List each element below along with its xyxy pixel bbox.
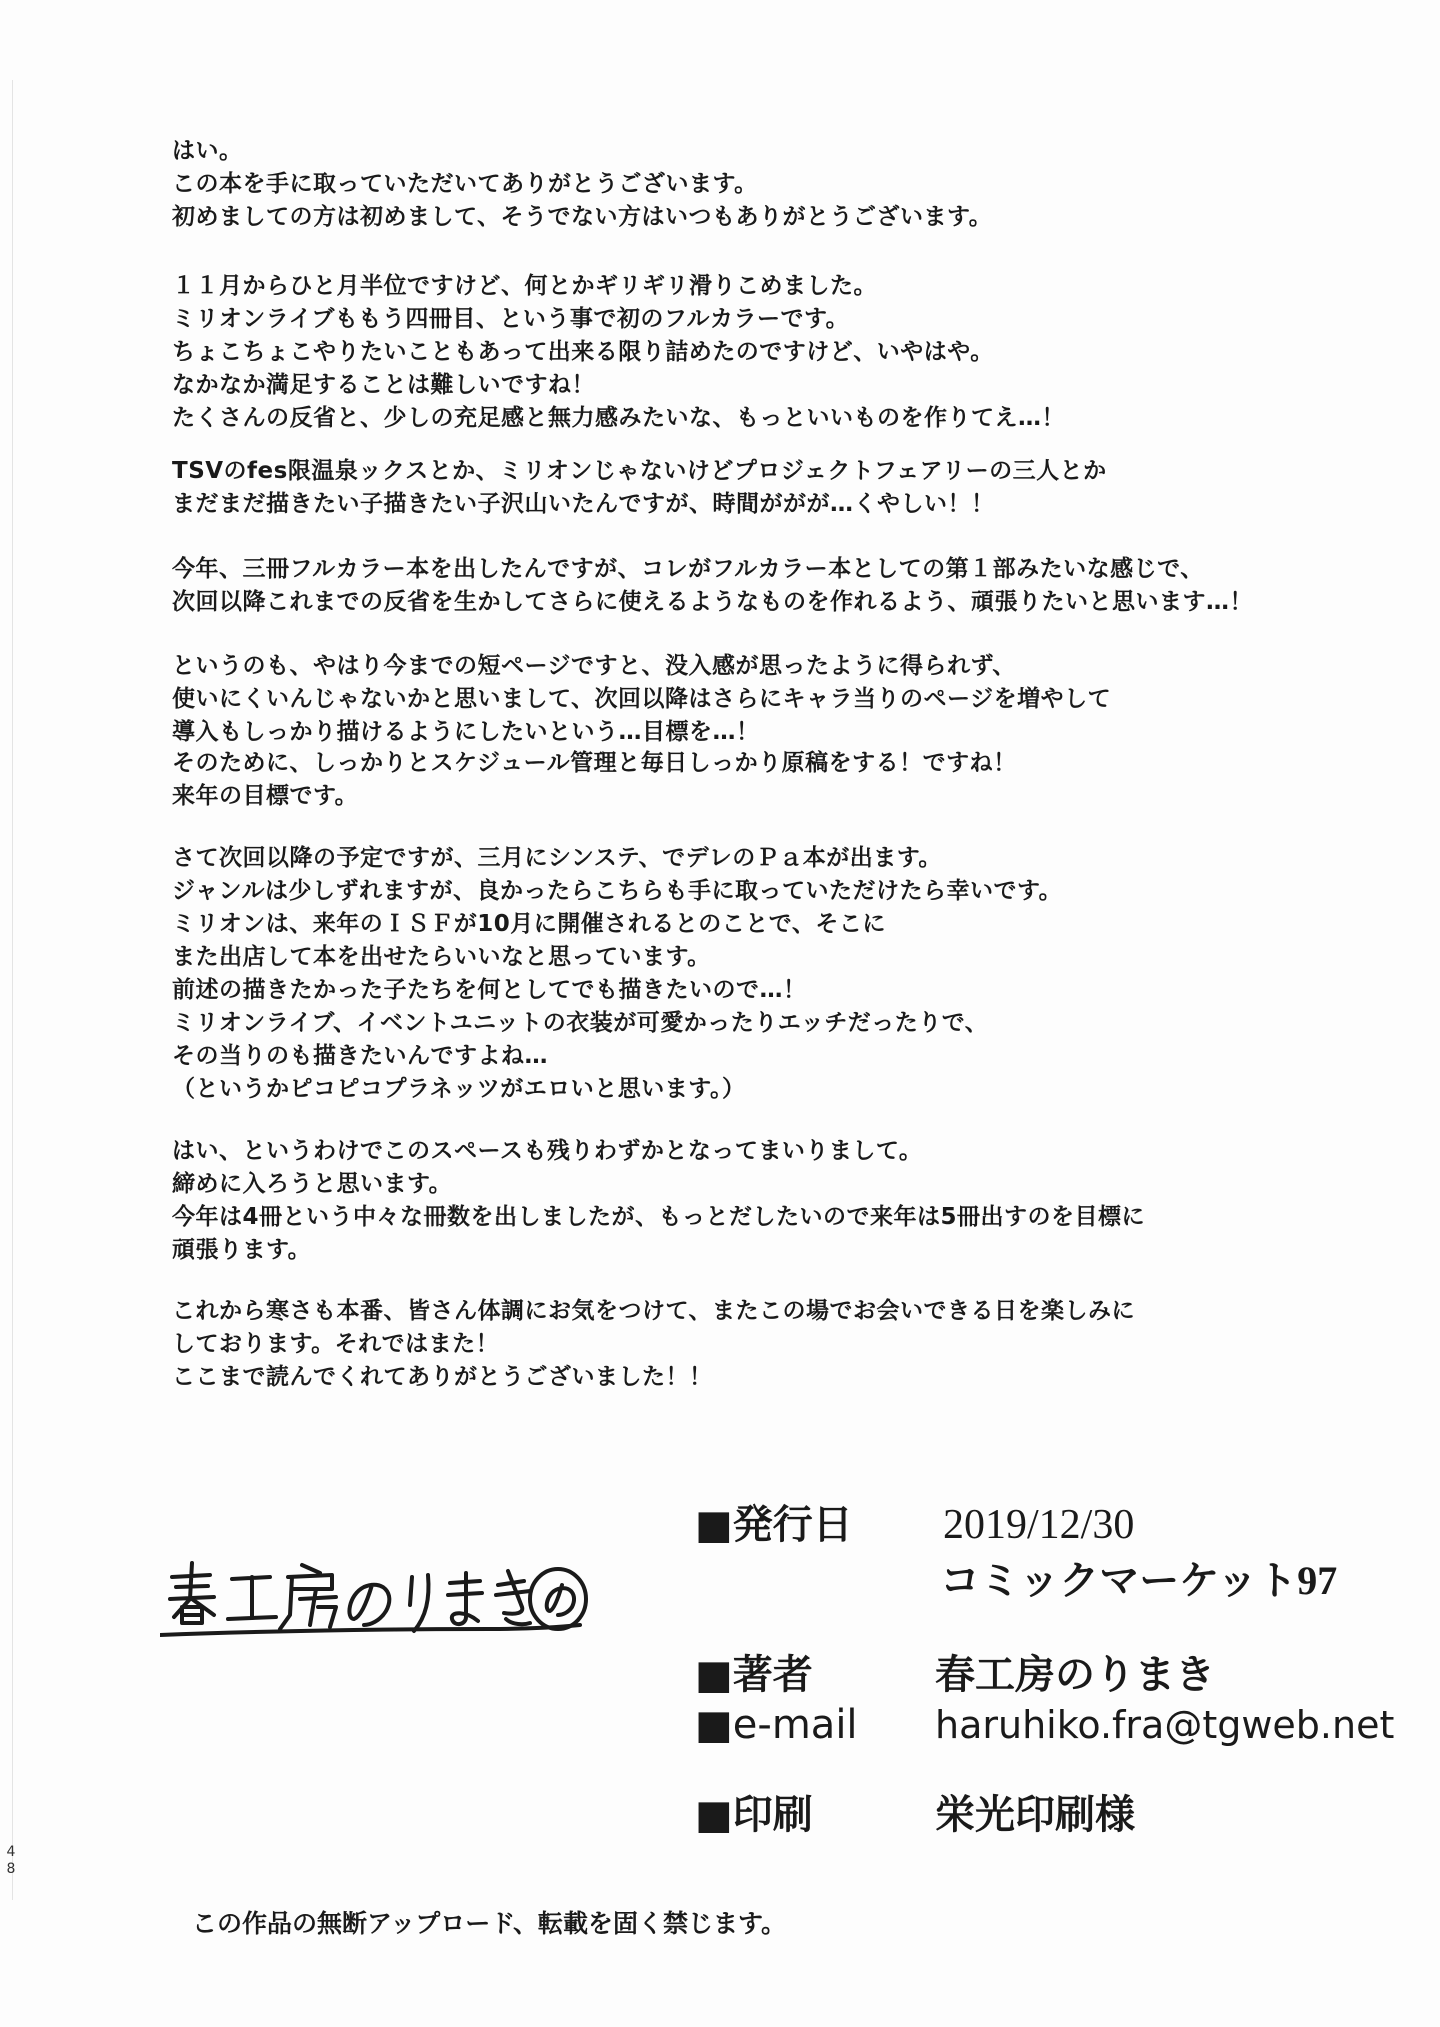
paragraph-next-plans — [172, 842, 1062, 1106]
printer-name: 栄光印刷様 — [935, 1792, 1135, 1838]
page-number — [4, 1844, 18, 1878]
text-line: １１月からひと月半位ですけど、何とかギリギリ滑りこめました。 — [172, 273, 877, 299]
text-line: 次回以降これまでの反省を生かしてさらに使えるようなものを作れるよう、頑張りたいと思います…！ — [172, 589, 1253, 615]
scan-edge-line — [12, 80, 13, 1900]
text-line: まだまだ描きたい子描きたい子沢山いたんですが、時間ががが…くやしい！！ — [172, 491, 995, 517]
email-address: haruhiko.fra@tgweb.net — [935, 1703, 1395, 1747]
author-label: ■著者 — [695, 1652, 813, 1698]
paragraph-farewell — [172, 1295, 1135, 1394]
text-line: さて次回以降の予定ですが、三月にシンステ、でデレのＰａ本が出ます。 — [172, 845, 942, 871]
text-line: ミリオンは、来年のＩＳＦが10月に開催されるとのことで、そこに — [172, 911, 886, 937]
text-line: ここまで読んでくれてありがとうございました！！ — [172, 1364, 713, 1390]
text-line: なかなか満足することは難しいですね！ — [172, 372, 595, 398]
text-line: 頑張ります。 — [172, 1237, 312, 1263]
paragraph-closing — [172, 1135, 1145, 1267]
issue-date-value: 2019/12/30 — [943, 1502, 1135, 1548]
page-number-digit: 8 — [6, 1861, 16, 1877]
text-line: ミリオンライブももう四冊目、という事で初のフルカラーです。 — [172, 306, 850, 332]
text-line: これから寒さも本番、皆さん体調にお気をつけて、またこの場でお会いできる日を楽しみに — [172, 1298, 1136, 1324]
author-name: 春工房のりまき — [935, 1652, 1215, 1698]
email-label: ■e-mail — [695, 1702, 858, 1748]
text-line: この本を手に取っていただいてありがとうございます。 — [172, 171, 758, 197]
paragraph-greeting — [172, 135, 992, 234]
text-line: また出店して本を出せたらいいなと思っています。 — [172, 944, 711, 970]
text-line: 今年、三冊フルカラー本を出したんですが、コレがフルカラー本としての第１部みたいな感じで、 — [172, 556, 1204, 582]
text-line: 来年の目標です。 — [172, 783, 359, 809]
text-line: たくさんの反省と、少しの充足感と無力感みたいな、もっといいものを作りてえ…！ — [172, 405, 1065, 431]
text-line: 使いにくいんじゃないかと思いまして、次回以降はさらにキャラ当りのページを増やして — [172, 686, 1112, 712]
paragraph-reflection — [172, 650, 1111, 749]
text-line: ジャンルは少しずれますが、良かったらこちらも手に取っていただけたら幸いです。 — [172, 878, 1063, 904]
text-line: 今年は4冊という中々な冊数を出しましたが、もっとだしたいので来年は5冊出すのを目標に — [172, 1204, 1146, 1230]
signature-drawing — [160, 1555, 590, 1645]
event-name: コミックマーケット97 — [940, 1558, 1338, 1603]
text-line: その当りのも描きたいんですよね… — [172, 1043, 548, 1069]
text-line: ミリオンライブ、イベントユニットの衣装が可愛かったりエッチだったりで、 — [172, 1010, 989, 1036]
paragraph-production — [172, 270, 1065, 435]
text-line: 締めに入ろうと思います。 — [172, 1171, 453, 1197]
paragraph-goal — [172, 747, 1017, 813]
text-line: そのために、しっかりとスケジュール管理と毎日しっかり原稿をする！ですね！ — [172, 750, 1017, 776]
text-line: TSVのfes限温泉ックスとか、ミリオンじゃないけどプロジェクトフェアリーの三人とか — [172, 458, 1107, 484]
text-line: しております。それではまた！ — [172, 1331, 500, 1357]
paragraph-wishlist — [172, 455, 1107, 521]
text-line: ちょこちょこやりたいこともあって出来る限り詰めたのですけど、いやはや。 — [172, 339, 994, 365]
text-line: （というかピコピコプラネッツがエロいと思います。） — [172, 1076, 746, 1102]
text-line: はい。 — [172, 138, 243, 164]
text-line: 導入もしっかり描けるようにしたいという…目標を…！ — [172, 719, 760, 745]
text-line: はい、というわけでこのスペースも残りわずかとなってまいりまして。 — [172, 1138, 923, 1164]
handwritten-signature — [160, 1555, 590, 1645]
text-line: 初めましての方は初めまして、そうでない方はいつもありがとうございます。 — [172, 204, 993, 230]
copyright-notice: この作品の無断アップロード、転載を固く禁じます。 — [192, 1909, 787, 1938]
issue-date-label: ■発行日 — [695, 1502, 853, 1548]
page-number-digit: 4 — [6, 1844, 16, 1860]
text-line: というのも、やはり今までの短ページですと、没入感が思ったように得られず、 — [172, 653, 1016, 679]
printer-label: ■印刷 — [695, 1792, 813, 1838]
paragraph-this-year — [172, 553, 1253, 619]
text-line: 前述の描きたかった子たちを何としてでも描きたいので…！ — [172, 977, 807, 1003]
